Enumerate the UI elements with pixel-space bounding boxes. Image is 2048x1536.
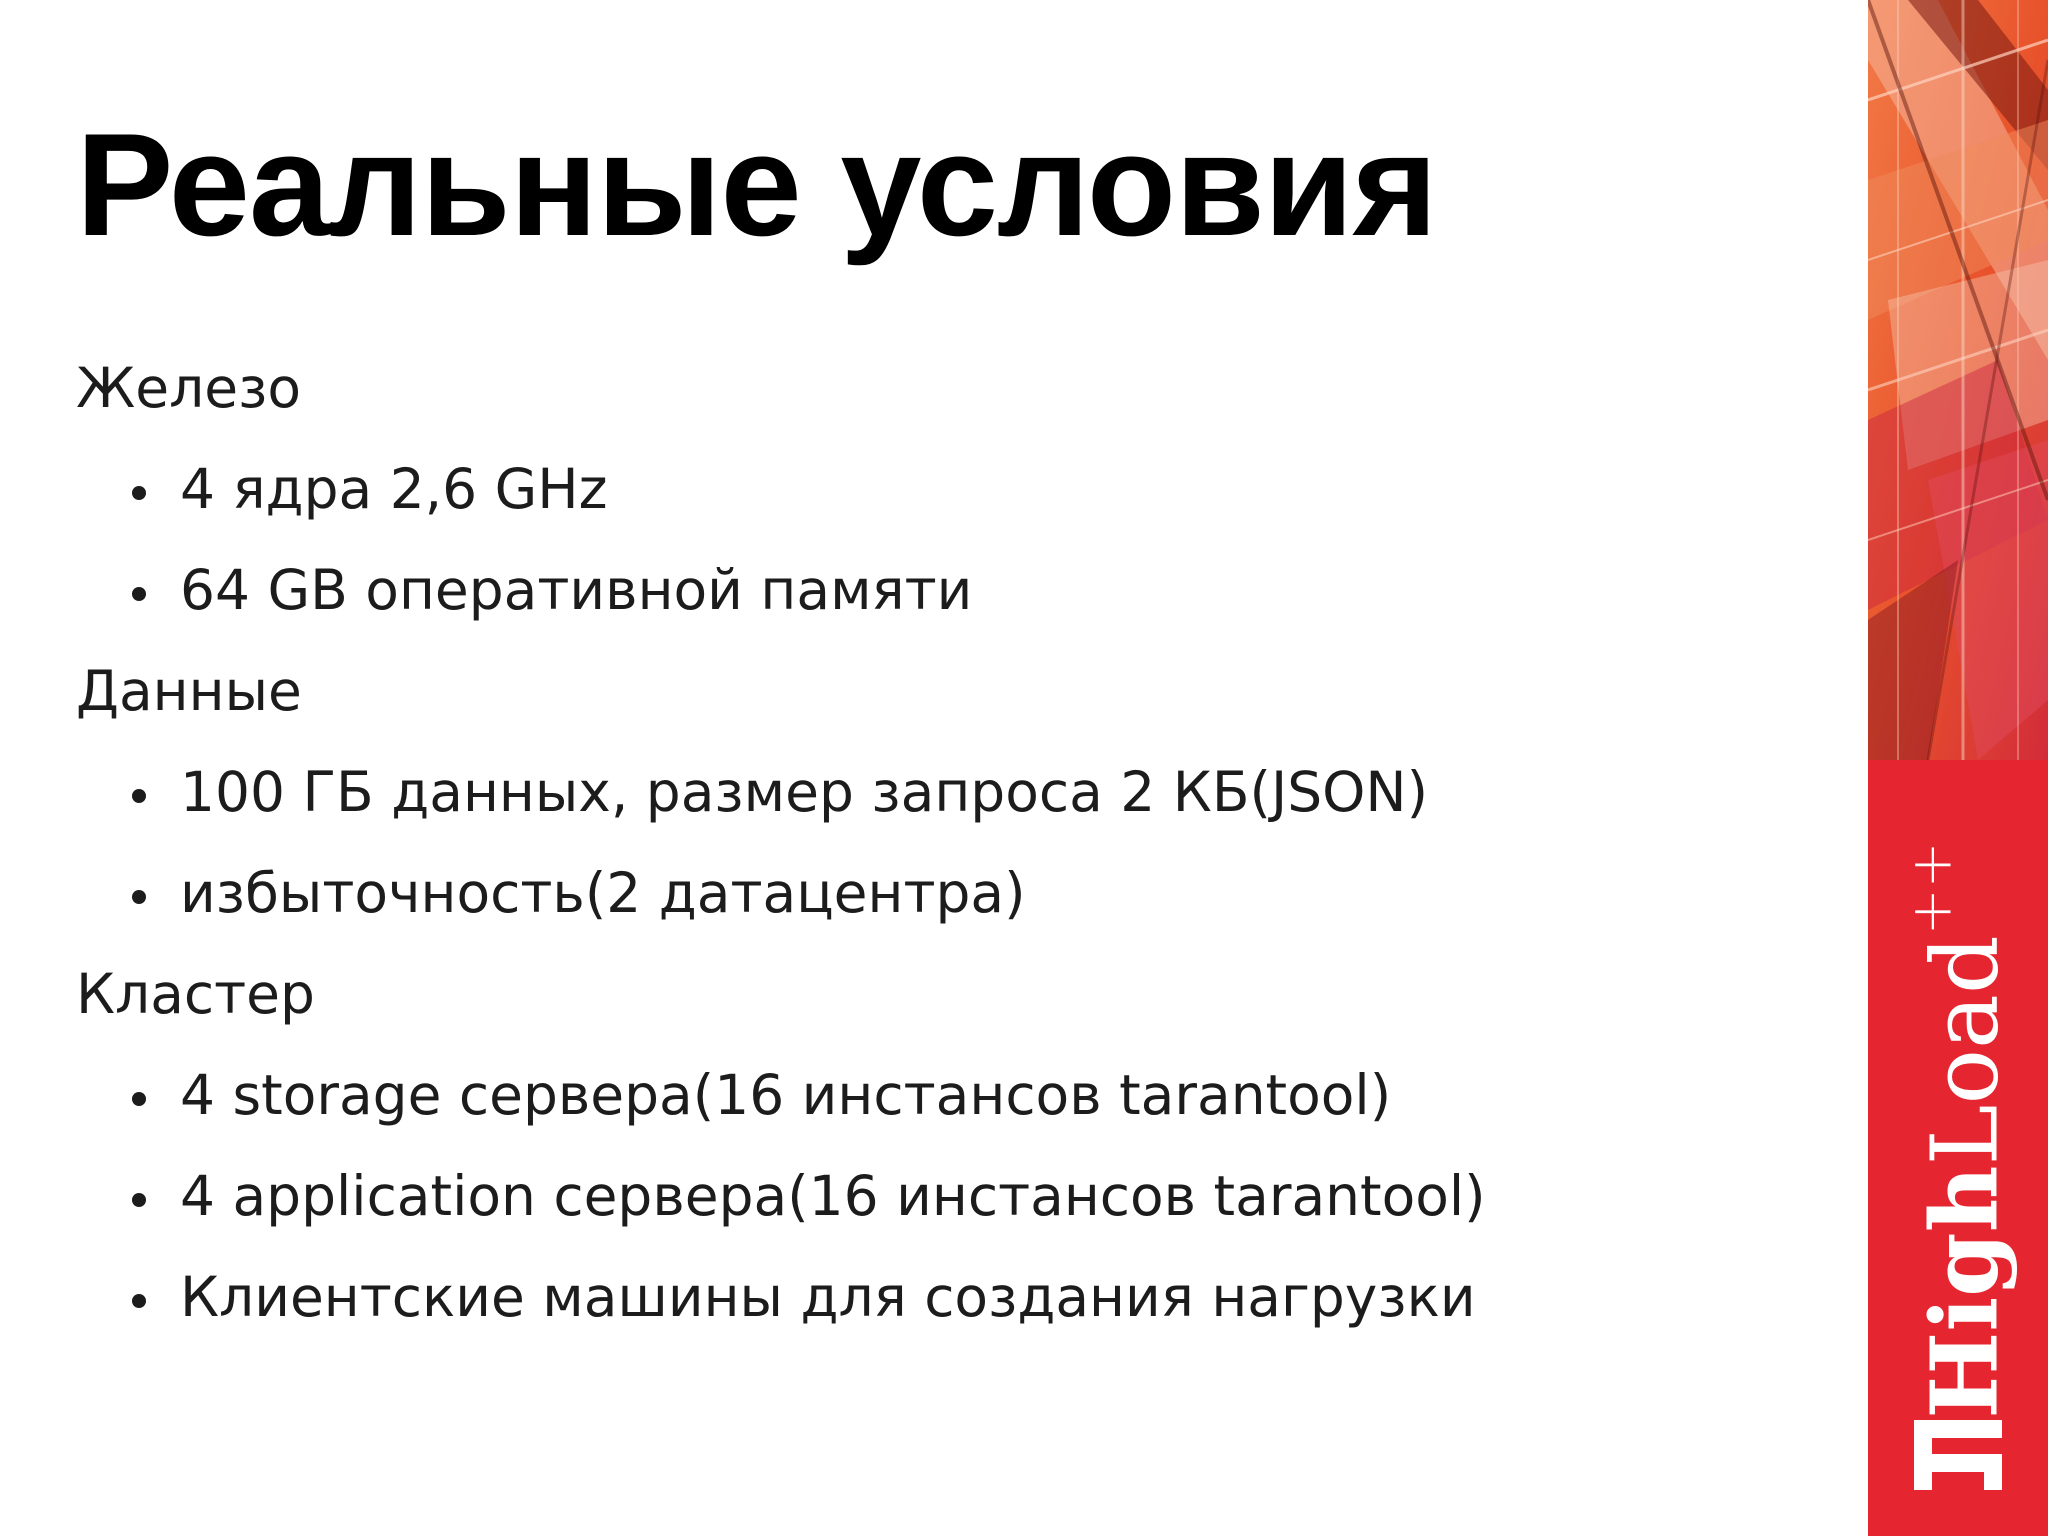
slide-content xyxy=(76,338,1836,1348)
bullet-dot-icon xyxy=(132,1294,146,1308)
bullet-text: 100 ГБ данных, размер запроса 2 КБ(JSON) xyxy=(180,760,1429,824)
bullet-item xyxy=(76,843,1836,944)
section-cluster xyxy=(76,944,1836,1348)
slide-title: Реальные условия xyxy=(76,103,1437,266)
bullet-dot-icon xyxy=(132,890,146,904)
bullet-item xyxy=(76,742,1836,843)
bullet-dot-icon xyxy=(132,789,146,803)
bullet-dot-icon xyxy=(132,1193,146,1207)
bullet-text: Клиентские машины для создания нагрузки xyxy=(180,1265,1476,1329)
bullet-text: 4 application сервера(16 инстансов tarantool) xyxy=(180,1164,1486,1228)
bullet-text: 4 ядра 2,6 GHz xyxy=(180,457,608,521)
bullet-list xyxy=(76,439,1836,641)
bullet-list xyxy=(76,742,1836,944)
section-hardware xyxy=(76,338,1836,641)
section-heading: Железо xyxy=(76,356,301,420)
bullet-dot-icon xyxy=(132,587,146,601)
brand-name-regular: Load xyxy=(1911,935,2019,1166)
bullet-item xyxy=(76,1146,1836,1247)
brand-wordmark xyxy=(1899,841,2019,1419)
section-data xyxy=(76,641,1836,944)
bullet-dot-icon xyxy=(132,1092,146,1106)
brand-name-bold: High xyxy=(1910,1165,2019,1419)
bullet-item xyxy=(76,540,1836,641)
section-heading: Данные xyxy=(76,659,302,723)
bullet-item xyxy=(76,1045,1836,1146)
bullet-dot-icon xyxy=(132,486,146,500)
bullet-text: 4 storage сервера(16 инстансов tarantool) xyxy=(180,1063,1392,1127)
bullet-list xyxy=(76,1045,1836,1348)
brand-logo xyxy=(1868,760,2048,1500)
bullet-text: избыточность(2 датацентра) xyxy=(180,861,1026,925)
bullet-text: 64 GB оперативной памяти xyxy=(180,558,973,622)
section-heading: Кластер xyxy=(76,962,315,1026)
brand-suffix: ++ xyxy=(1899,841,1965,936)
bullet-item xyxy=(76,1247,1836,1348)
bullet-item xyxy=(76,439,1836,540)
